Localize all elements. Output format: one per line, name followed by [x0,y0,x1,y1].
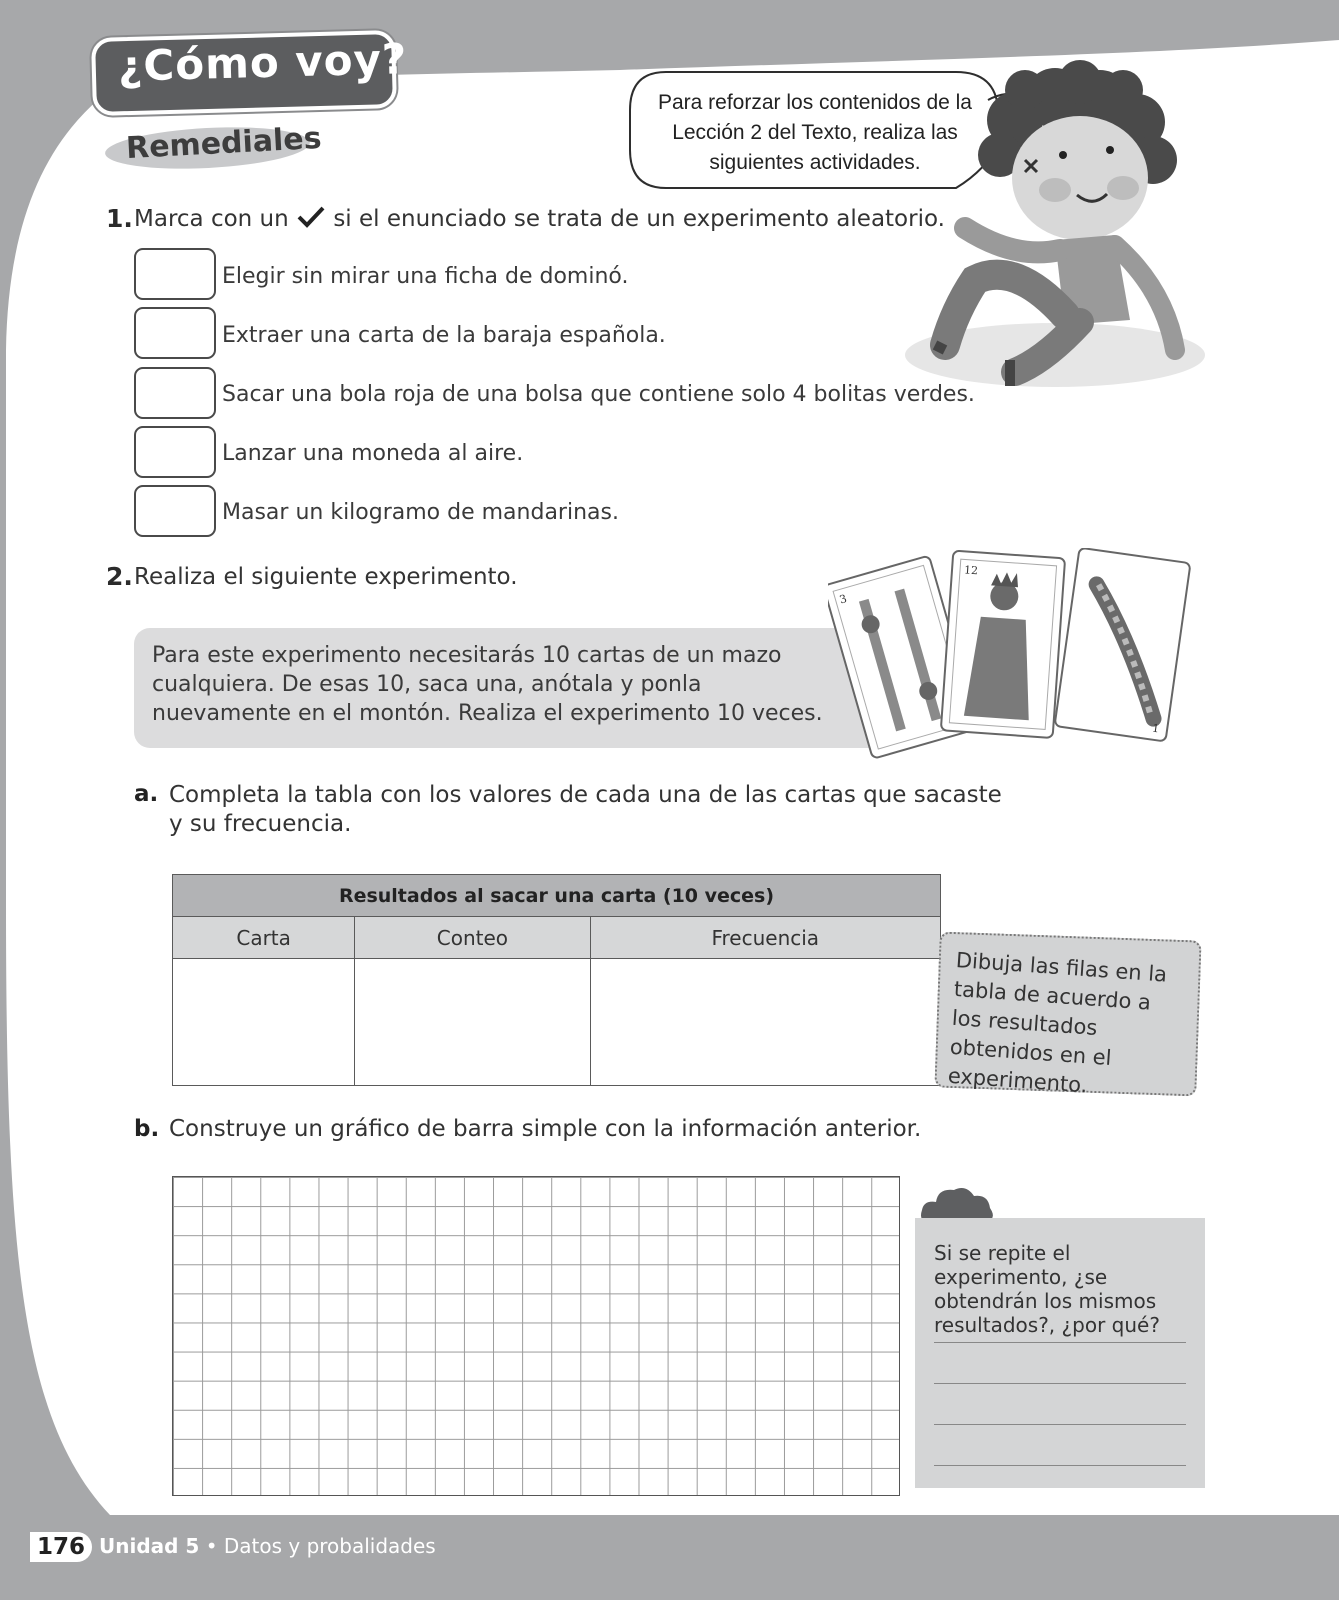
instruction-text: Para este experimento necesitarás 10 cartas de un mazo cualquiera. De esas 10, saca una, anótala y ponla nuevamente en el montón. Realiza el experimento 10 veces. [152,643,823,726]
option-label: Lanzar una moneda al aire. [222,441,524,466]
option-label: Extraer una carta de la baraja española. [222,323,666,348]
option-checkbox[interactable] [134,248,216,300]
part-b-letter: b. [134,1116,160,1142]
column-header-carta: Carta [173,917,355,959]
option-label: Elegir sin mirar una ficha de dominó. [222,264,629,289]
part-b-text: Construye un gráfico de barra simple con la información anterior. [169,1116,922,1142]
sticky-note-text: Dibuja las filas en la tabla de acuerdo a los resultados obtenidos en el experimento. [947,947,1168,1098]
question-1-number: 1. [106,204,133,233]
table-cell[interactable] [355,959,590,1086]
card-label: 1 [1151,721,1161,736]
option-label: Masar un kilogramo de mandarinas. [222,500,619,525]
column-header-frecuencia: Frecuencia [590,917,940,959]
page-subtitle: Remediales [125,120,323,167]
question-1-text [134,205,945,232]
column-header-conteo: Conteo [355,917,590,959]
speech-bubble-text: Para reforzar los contenidos de la Lección 2 del Texto, realiza las siguientes actividades. [657,91,972,174]
table-cell[interactable] [173,959,355,1086]
option-label: Sacar una bola roja de una bolsa que contiene solo 4 bolitas verdes. [222,382,975,407]
question-1-text-after: si el enunciado se trata de un experimento aleatorio. [333,206,945,232]
question-2-text: Realiza el siguiente experimento. [134,564,518,590]
question-2-number: 2. [106,562,133,591]
answer-line[interactable] [934,1424,1186,1425]
answer-line[interactable] [934,1465,1186,1466]
footer-unit: Unidad 5 • Datos y probalidades [99,1534,436,1558]
graph-grid[interactable] [172,1176,900,1496]
question-1-text-before: Marca con un [134,206,289,232]
answer-line[interactable] [934,1342,1186,1343]
page-title: ¿Cómo voy? [117,34,408,91]
part-a-text: Completa la tabla con los valores de cada una de las cartas que sacaste y su frecuencia. [169,782,1002,837]
playing-cards-illustration [828,548,1208,768]
reflection-question: Si se repite el experimento, ¿se obtendrán los mismos resultados?, ¿por qué? [934,1241,1160,1337]
boy-illustration [905,60,1235,400]
option-checkbox[interactable] [134,307,216,359]
table-cell[interactable] [590,959,940,1086]
page-number: 176 [30,1532,92,1562]
option-checkbox[interactable] [134,367,216,419]
card-label: 12 [963,563,979,578]
answer-line[interactable] [934,1383,1186,1384]
table-title: Resultados al sacar una carta (10 veces) [173,875,941,917]
card-label: 3 [838,592,849,607]
part-a-letter: a. [134,781,159,807]
check-icon [296,205,326,229]
results-table [172,874,941,1086]
option-checkbox[interactable] [134,426,216,478]
option-checkbox[interactable] [134,485,216,537]
